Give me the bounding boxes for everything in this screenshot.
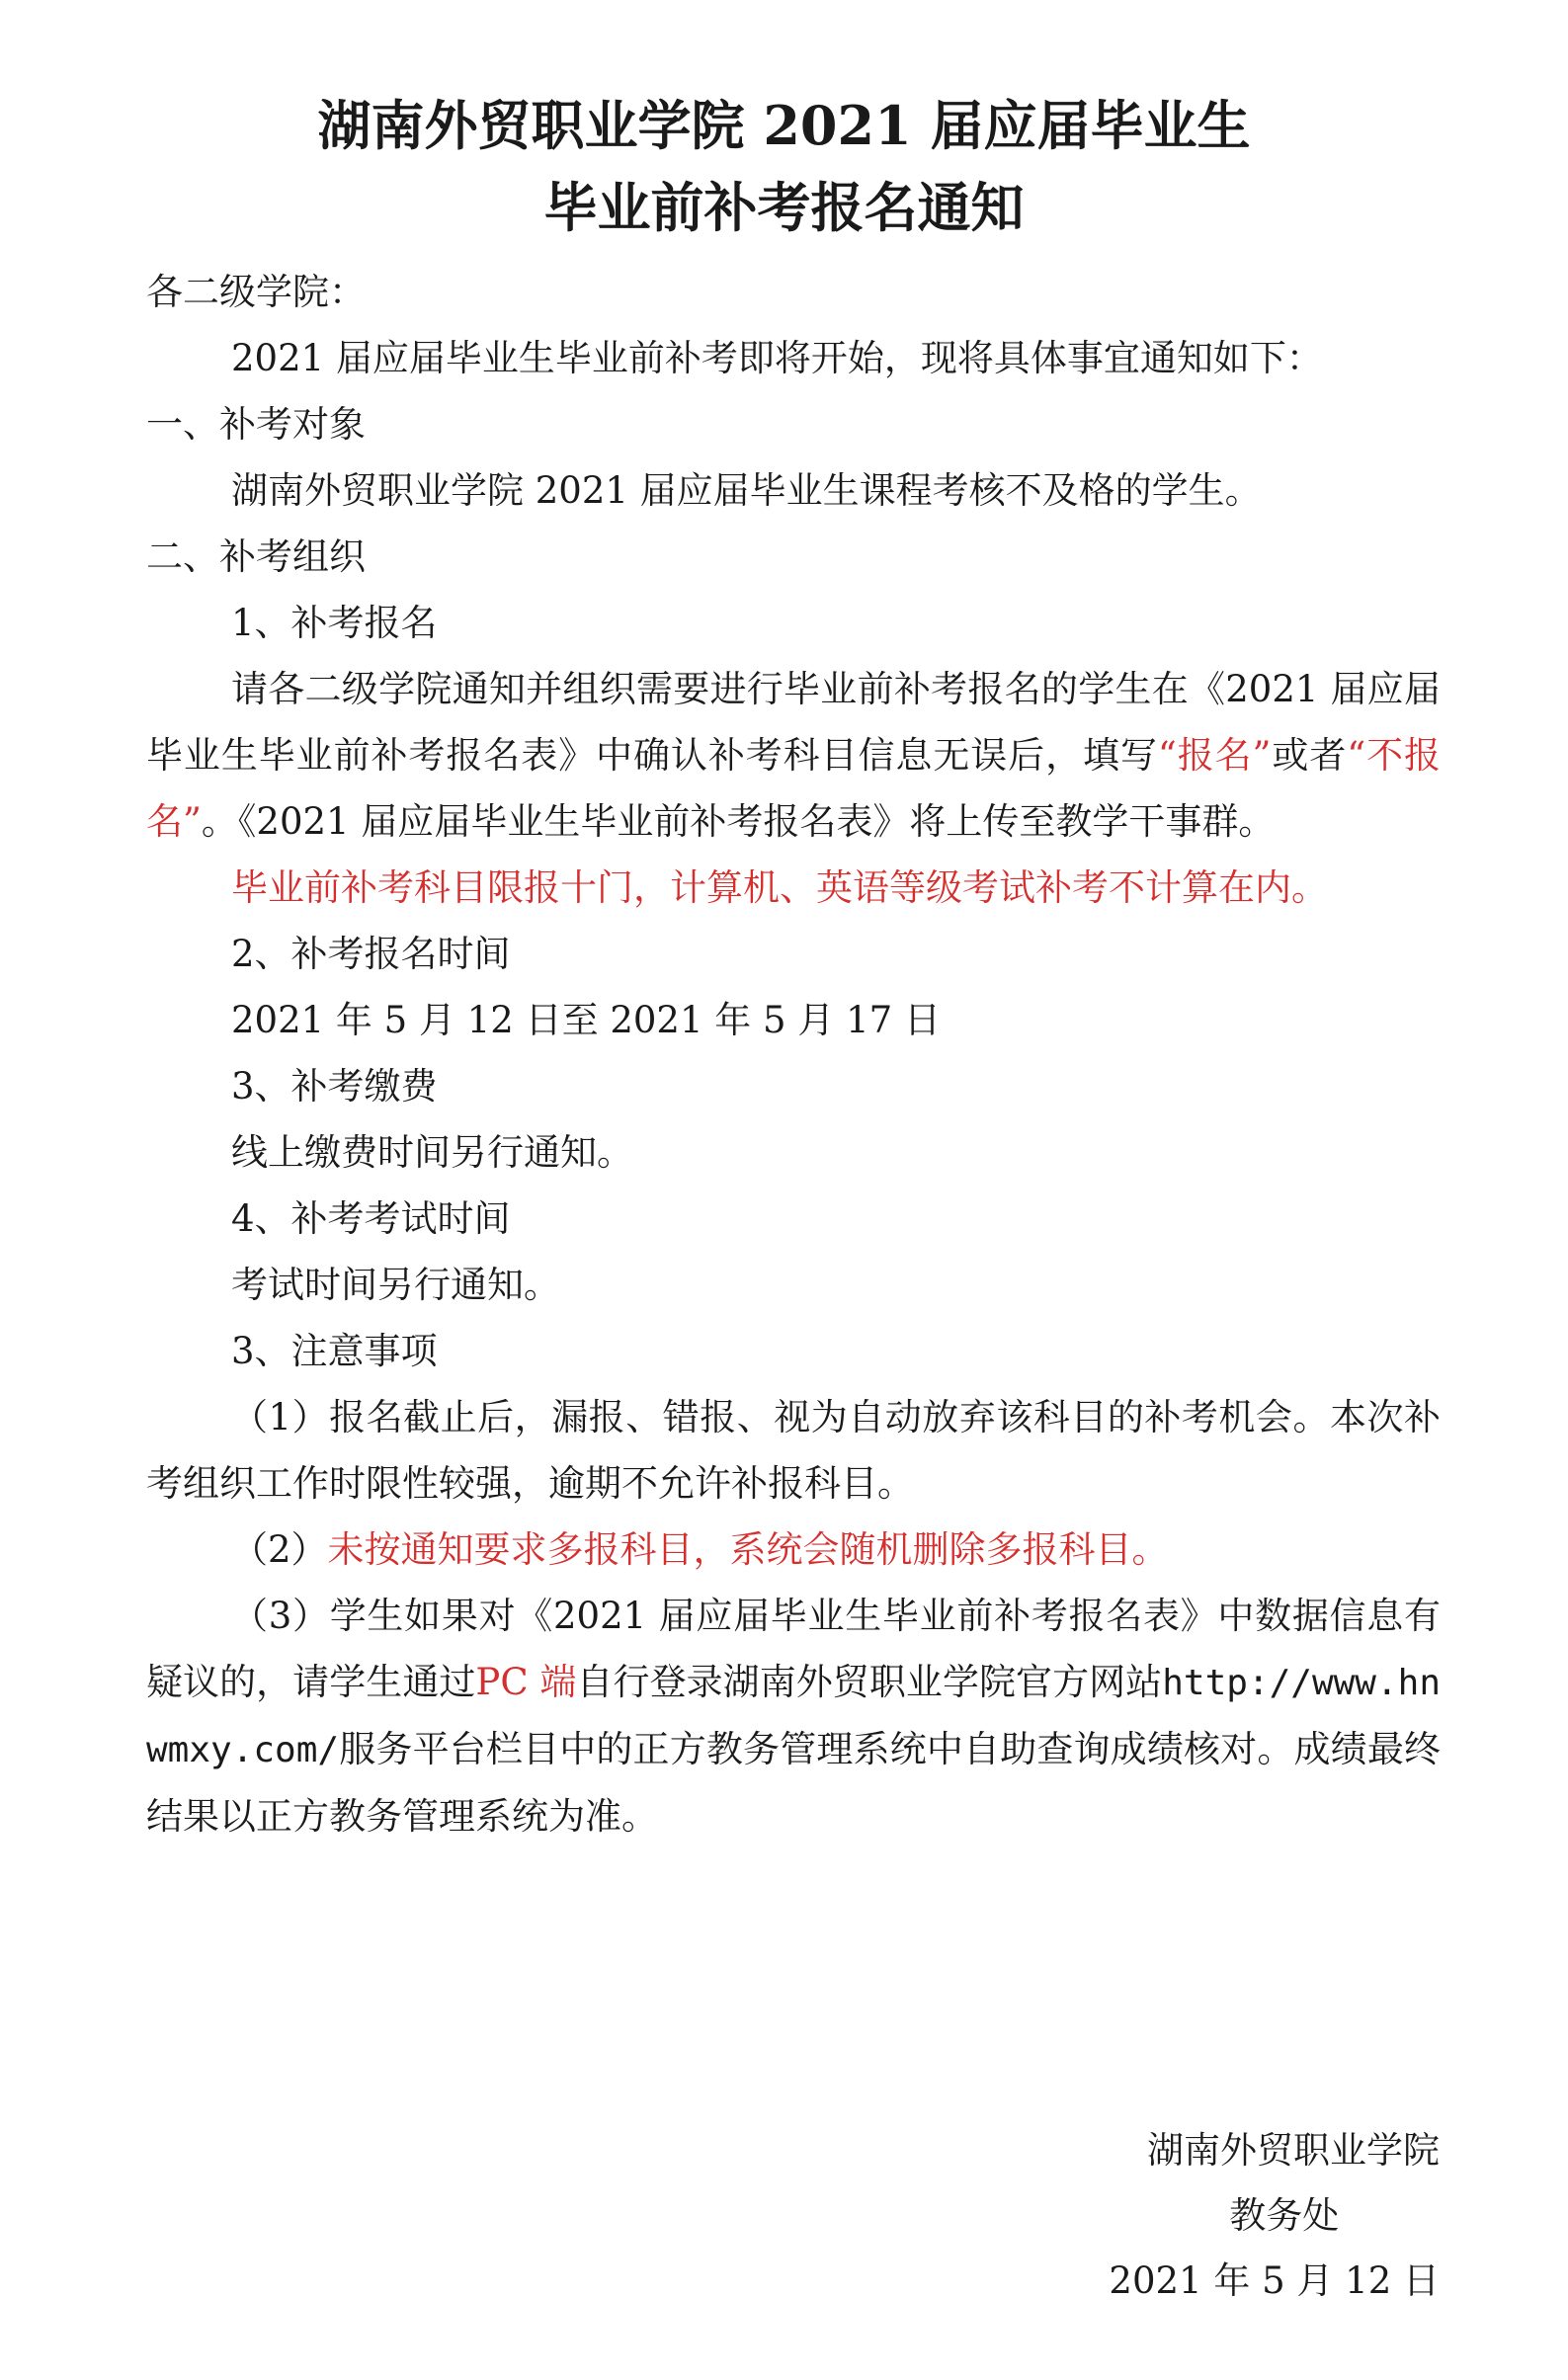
section-2-heading: 二、补考组织 <box>146 535 366 578</box>
item-1-text-a: 请各二级学院通知并组织需要进行毕业前补考报名的学生在《2021 届应届毕业生毕业前补考报名表》中确认补考科目信息无误后，填写 <box>146 668 1441 777</box>
item-5-heading: 3、注意事项 <box>231 1330 438 1372</box>
website-url-link[interactable]: http://www.hnwmxy.com/ <box>146 1663 1441 1770</box>
highlight-register: “报名” <box>1157 734 1272 777</box>
signature-block <box>1109 2118 1440 2314</box>
signature-dept: 教务处 <box>1229 2194 1340 2237</box>
highlight-not-register: “不报名” <box>146 734 1442 843</box>
note-2-prefix: （2） <box>231 1528 328 1571</box>
note-3-text-a: （3）学生如果对《2021 届应届毕业生毕业前补考报名表》中数据信息有疑议的，请学生通过 <box>146 1595 1441 1703</box>
item-2-text: 2021 年 5 月 12 日至 2021 年 5 月 17 日 <box>231 999 941 1041</box>
section-1-heading: 一、补考对象 <box>146 403 366 446</box>
item-1-heading: 1、补考报名 <box>231 602 438 644</box>
salutation: 各二级学院： <box>146 271 366 313</box>
item-1-paragraph <box>146 656 1441 855</box>
note-2-red-text: 未按通知要求多报科目，系统会随机删除多报科目。 <box>327 1528 1169 1571</box>
document-title-line-2: 毕业前补考报名通知 <box>543 176 1025 239</box>
note-3-text-b: 自行登录湖南外贸职业学院官方网站 <box>576 1661 1163 1703</box>
document-title-line-1: 湖南外贸职业学院 2021 届应届毕业生 <box>317 94 1251 157</box>
item-4-text: 考试时间另行通知。 <box>231 1264 560 1306</box>
note-3-pc-highlight: PC 端 <box>475 1661 577 1703</box>
item-1-limit-note: 毕业前补考科目限报十门，计算机、英语等级考试补考不计算在内。 <box>231 866 1328 909</box>
document-body <box>146 259 1441 1849</box>
item-1-or: 或者 <box>1271 734 1348 777</box>
item-3-text: 线上缴费时间另行通知。 <box>231 1131 633 1174</box>
note-1: （1）报名截止后，漏报、错报、视为自动放弃该科目的补考机会。本次补考组织工作时限性较强，逾期不允许补报科目。 <box>146 1396 1441 1505</box>
item-2-heading: 2、补考报名时间 <box>231 933 511 975</box>
section-1-text: 湖南外贸职业学院 2021 届应届毕业生课程考核不及格的学生。 <box>231 469 1262 512</box>
intro-paragraph: 2021 届应届毕业生毕业前补考即将开始，现将具体事宜通知如下： <box>231 337 1323 379</box>
item-1-text-b: 。《2021 届应届毕业生毕业前补考报名表》将上传至教学干事群。 <box>201 800 1276 843</box>
signature-date: 2021 年 5 月 12 日 <box>1109 2259 1440 2302</box>
note-3 <box>146 1583 1441 1849</box>
note-3-text-c: 服务平台栏目中的正方教务管理系统中自助查询成绩核对。成绩最终结果以正方教务管理系统为准。 <box>146 1728 1441 1838</box>
item-3-heading: 3、补考缴费 <box>231 1065 438 1108</box>
signature-org: 湖南外贸职业学院 <box>1147 2129 1440 2172</box>
note-2 <box>146 1517 1441 1583</box>
item-4-heading: 4、补考考试时间 <box>231 1197 511 1240</box>
